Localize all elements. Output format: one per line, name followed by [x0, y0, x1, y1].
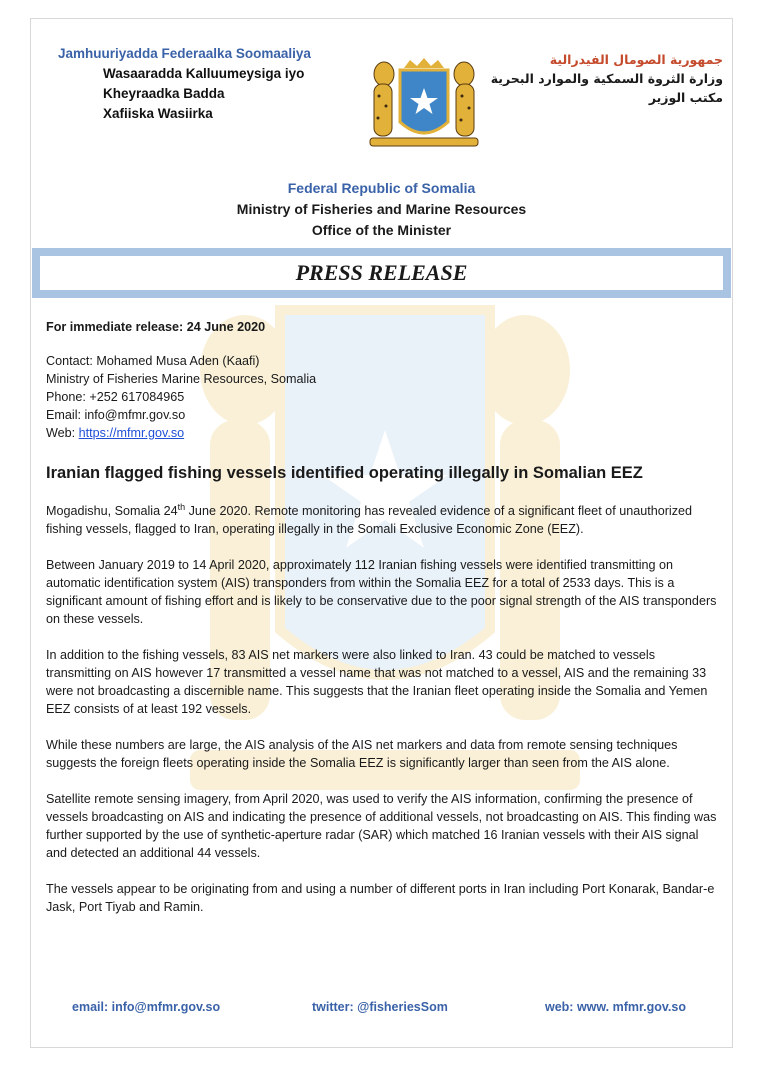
- paragraph-4: While these numbers are large, the AIS analysis of the AIS net markers and data from remote sensing techniques suggests the foreign fleets operating inside the Somalia EEZ is significantly larger than seen from the AIS alone.: [46, 738, 678, 770]
- paragraph-6: The vessels appear to be originating from and using a number of different ports in Iran including Port Konarak, Bandar-e Jask, Port Tiyab and Ramin.: [46, 882, 715, 914]
- paragraph-1-prefix: Mogadishu, Somalia 24: [46, 504, 178, 518]
- paragraph-1: [46, 502, 718, 538]
- paragraph-1-superscript: th: [177, 501, 186, 512]
- contact-web: [46, 424, 718, 442]
- headline: Iranian flagged fishing vessels identified operating illegally in Somalian EEZ: [46, 464, 643, 482]
- header-left-country: Jamhuuriyadda Federaalka Soomaaliya: [58, 46, 311, 61]
- press-release-title: PRESS RELEASE: [40, 256, 723, 290]
- header-right-block: [463, 50, 723, 107]
- footer-email: email: info@mfmr.gov.so: [72, 1000, 221, 1014]
- press-release-body: [46, 318, 718, 934]
- header-left-block: [58, 44, 358, 124]
- paragraph-1-rest: June 2020. Remote monitoring has revealed evidence of a significant fleet of unauthorized fishing vessels, flagged to Iran, operating illegally in the Somali Exclusive Economic Zone (EEZ).: [46, 504, 693, 536]
- header-center-ministry: Ministry of Fisheries and Marine Resources: [236, 201, 527, 217]
- contact-phone: Phone: +252 617084965: [46, 390, 185, 404]
- header-right-ministry: وزارة الثروة السمكية والموارد البحرية: [490, 71, 723, 86]
- contact-web-link[interactable]: https://mfmr.gov.so: [78, 426, 185, 440]
- header-right-office: مكتب الوزير: [648, 90, 723, 105]
- release-date-line: For immediate release: 24 June 2020: [46, 320, 266, 334]
- paragraph-2: Between January 2019 to 14 April 2020, approximately 112 Iranian fishing vessels were identified transmitting on automatic identification system (AIS) transponders from within the Somalia EEZ for a total of 2533 days. This is a significant amount of fishing effort and is likely to be conservative due to the poor signal strength of the AIS transponders on these vessels.: [46, 558, 717, 626]
- header-left-office: Xafiiska Wasiirka: [103, 106, 213, 121]
- header-center-office: Office of the Minister: [311, 222, 452, 238]
- contact-email: Email: info@mfmr.gov.so: [46, 408, 186, 422]
- header-center-country: Federal Republic of Somalia: [287, 180, 476, 196]
- contact-ministry: Ministry of Fisheries Marine Resources, Somalia: [46, 372, 317, 386]
- header-left-ministry-line2: Kheyraadka Badda: [103, 86, 225, 101]
- contact-web-label: Web:: [46, 426, 79, 440]
- footer-web: web: www. mfmr.gov.so: [545, 1000, 686, 1014]
- header-center-block: [180, 178, 583, 241]
- paragraph-3: In addition to the fishing vessels, 83 AIS net markers were also linked to Iran. 43 could be matched to vessels transmitting on AIS however 17 transmitted a vessel name that was not matched to a vessel, AIS and the remaining 33 were not broadcasting a discernible name. This suggests that the Iranian fleet operating inside the Somalia and Yemen EEZ consists of at least 192 vessels.: [46, 648, 708, 716]
- footer-twitter: twitter: @fisheriesSom: [312, 1000, 448, 1014]
- header-left-ministry-line1: Wasaaradda Kalluumeysiga iyo: [103, 66, 305, 81]
- header-right-country: جمهورية الصومال الفيدرالية: [549, 52, 723, 67]
- contact-block: [46, 352, 718, 442]
- contact-person: Contact: Mohamed Musa Aden (Kaafi): [46, 354, 260, 368]
- paragraph-5: Satellite remote sensing imagery, from April 2020, was used to verify the AIS information, confirming the presence of vessels broadcasting on AIS and indicating the presence of additional vessels, not broadcasting on AIS. This finding was further supported by the use of synthetic-aperture radar (SAR) which matched 16 Iranian vessels with their AIS signal and detected an additional 44 vessels.: [46, 792, 717, 860]
